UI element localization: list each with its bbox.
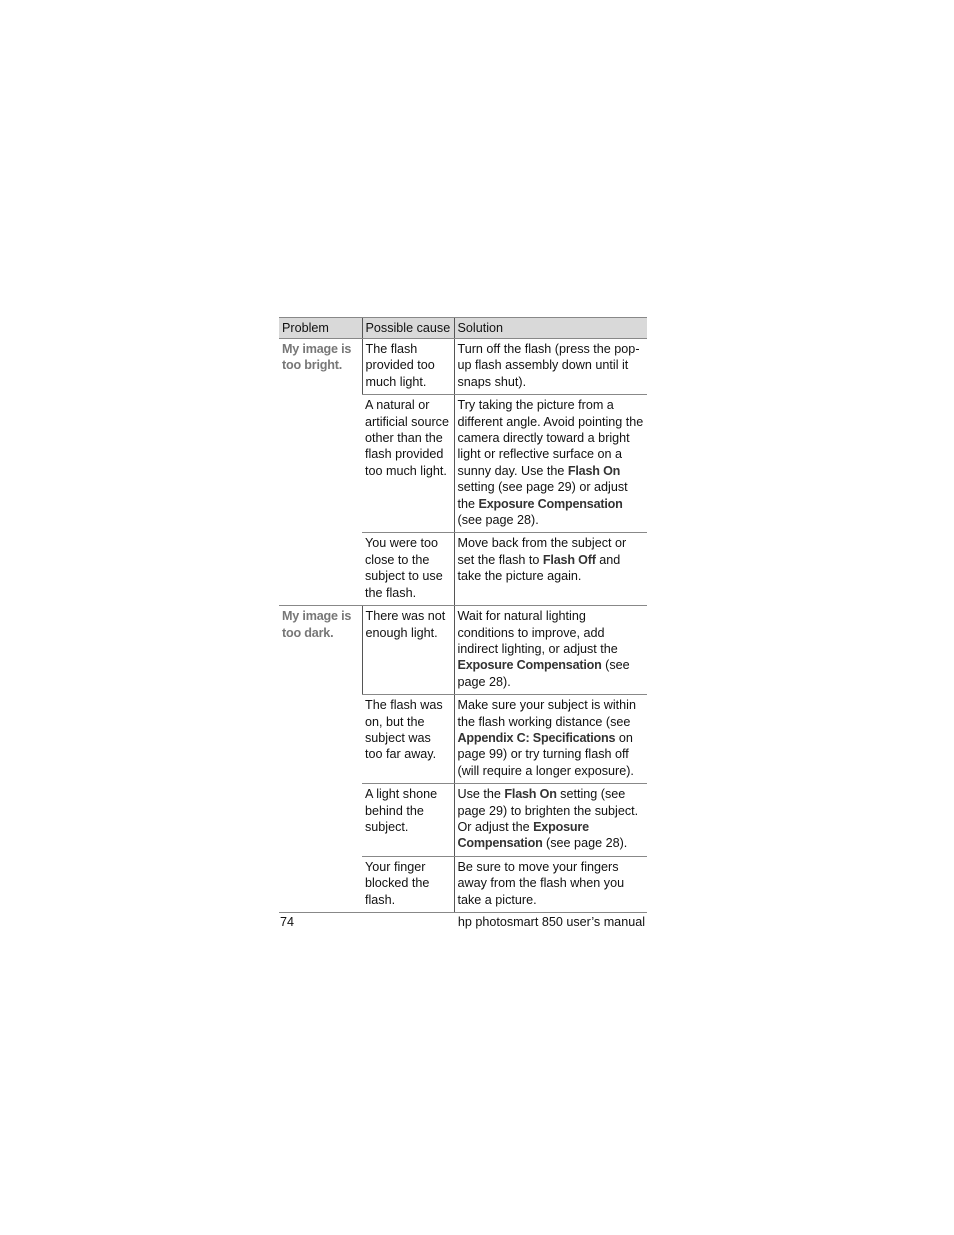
solution-cell — [454, 395, 647, 533]
manual-page — [279, 317, 647, 929]
problem-cell: My image is too dark. — [279, 606, 362, 913]
cause-cell: The flash provided too much light. — [362, 339, 454, 395]
solution-text: (see page 28). — [542, 836, 628, 851]
cause-cell: Your finger blocked the flash. — [362, 856, 454, 912]
problem-cell: My image is too bright. — [279, 339, 362, 606]
solution-text: (see page 28). — [457, 658, 630, 689]
table-body — [279, 339, 647, 913]
solution-text: Wait for natural lighting conditions to improve, add indirect lighting, or adjust the — [457, 609, 618, 656]
solution-cell — [454, 695, 647, 784]
manual-title: hp photosmart 850 user’s manual — [457, 915, 645, 929]
setting-name: Exposure Compensation — [457, 819, 589, 851]
cause-cell: There was not enough light. — [362, 606, 454, 695]
cause-cell: A light shone behind the subject. — [362, 784, 454, 857]
cause-cell: You were too close to the subject to use the flash. — [362, 533, 454, 606]
solution-text: setting (see page 29) or adjust the — [457, 480, 628, 511]
header-problem: Problem — [279, 318, 362, 339]
solution-cell — [454, 784, 647, 857]
cause-cell: A natural or artificial source other than the flash provided too much light. — [362, 395, 454, 533]
page-number: 74 — [280, 915, 295, 929]
solution-text: Try taking the picture from a different angle. Avoid pointing the camera directly toward a bright light or reflective surface on a sunny day. Use the — [457, 398, 644, 478]
solution-text: Make sure your subject is within the flash working distance (see — [457, 698, 636, 729]
header-solution: Solution — [454, 318, 647, 339]
solution-cell — [454, 856, 647, 912]
solution-text: (see page 28). — [457, 513, 539, 528]
setting-name: Flash On — [504, 787, 557, 802]
solution-text: Use the — [457, 787, 505, 802]
cause-cell: The flash was on, but the subject was too far away. — [362, 695, 454, 784]
setting-name: Flash On — [567, 463, 621, 478]
table-header-row — [279, 318, 647, 339]
solution-cell — [454, 606, 647, 695]
solution-text: and take the picture again. — [457, 552, 621, 584]
solution-text: Be sure to move your fingers away from the flash when you take a picture. — [457, 859, 625, 907]
solution-text: Turn off the flash (press the pop-up flash assembly down until it snaps shut). — [457, 342, 640, 389]
setting-name: Exposure Compensation — [457, 658, 602, 673]
solution-text: setting (see page 29) to brighten the subject. Or adjust the — [457, 787, 639, 834]
solution-text: Move back from the subject or set the flash to — [457, 536, 627, 567]
setting-name: Appendix C: Specifications — [457, 730, 616, 745]
solution-text: on page 99) or try turning flash off (will require a longer exposure). — [457, 730, 634, 778]
solution-cell — [454, 339, 647, 395]
troubleshooting-table — [279, 317, 647, 913]
header-possible-cause: Possible cause — [362, 318, 454, 339]
solution-cell — [454, 533, 647, 606]
setting-name: Flash Off — [542, 552, 596, 567]
table-row — [279, 606, 647, 695]
table-row — [279, 339, 647, 395]
setting-name: Exposure Compensation — [478, 496, 623, 511]
